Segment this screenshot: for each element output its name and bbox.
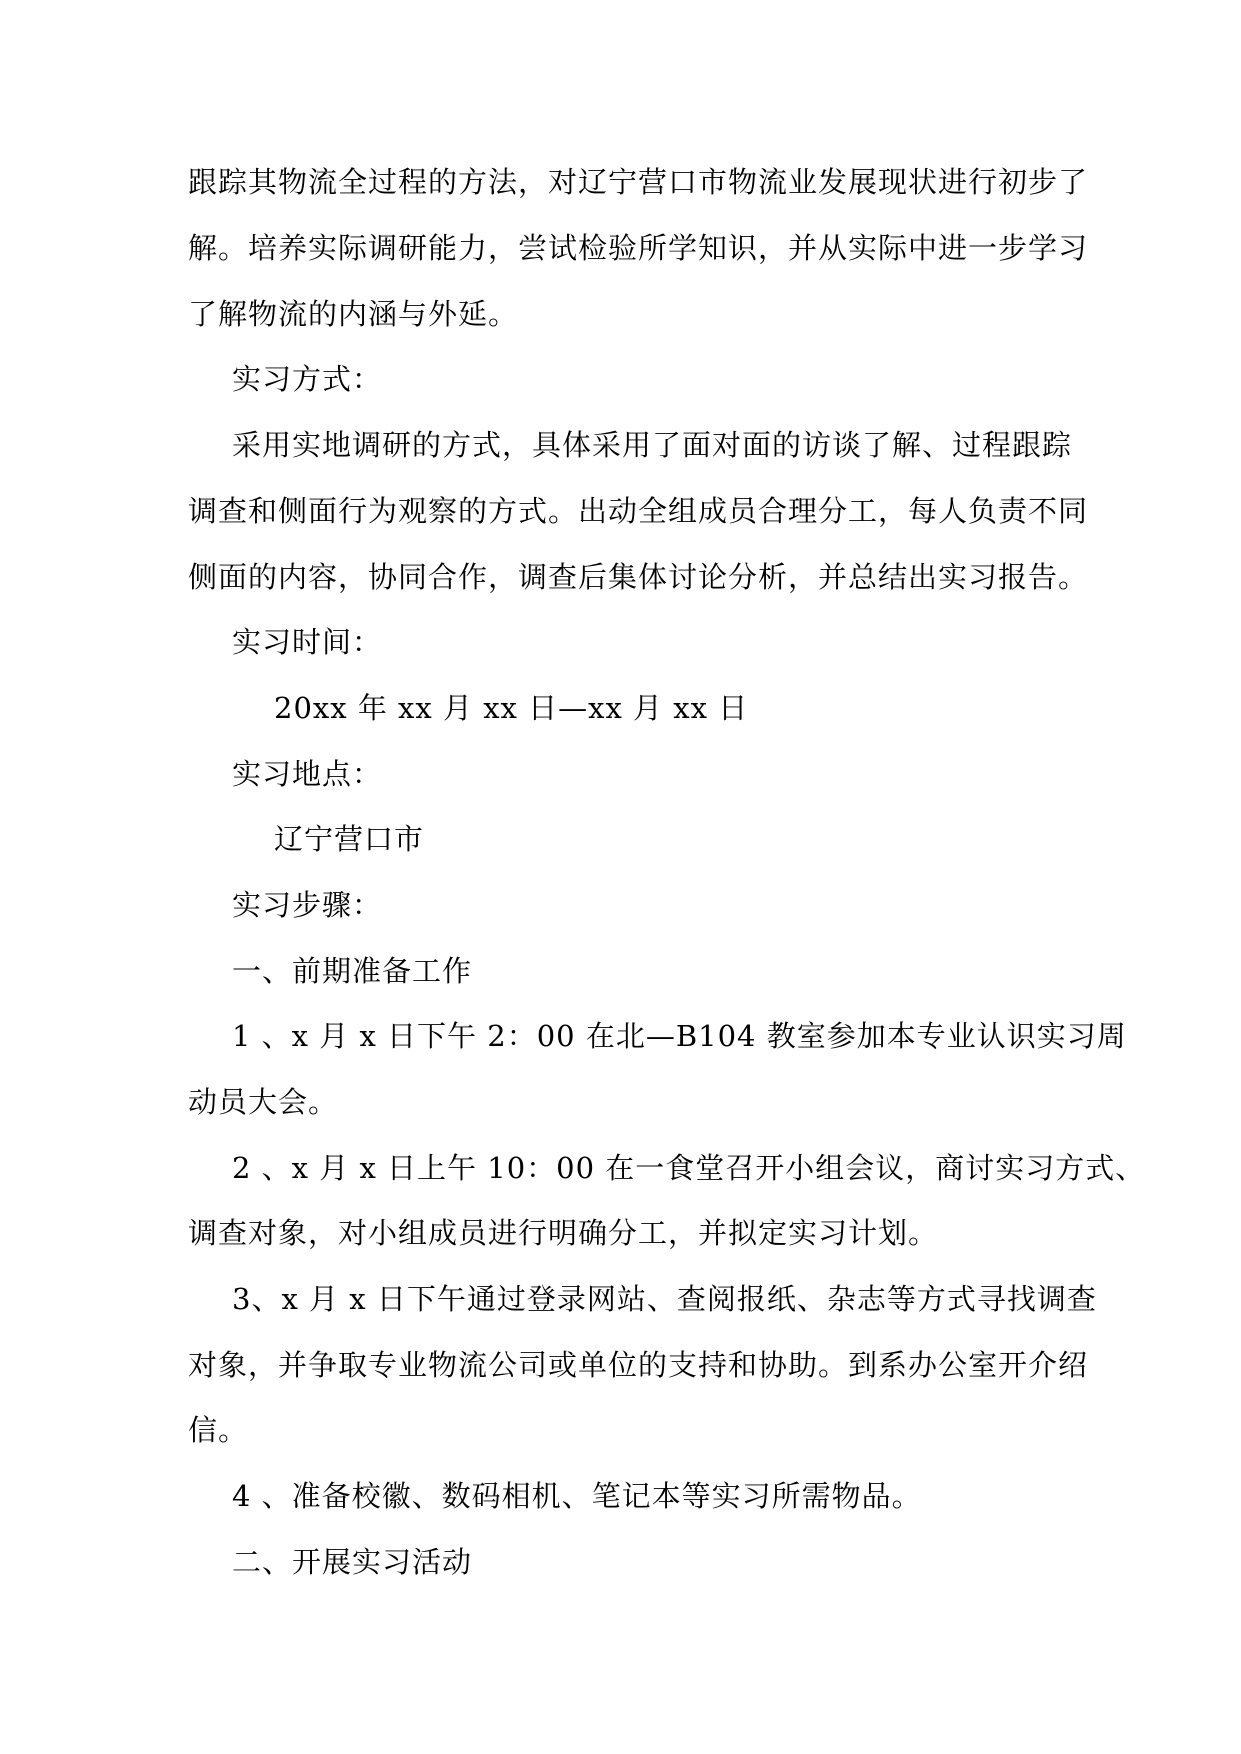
section-heading: 实习步骤： (232, 888, 383, 922)
paragraph-line: 信。 (188, 1413, 249, 1447)
paragraph-line: 调查和侧面行为观察的方式。出动全组成员合理分工，每人负责不同 (188, 494, 1089, 528)
date-range: 20xx 年 xx 月 xx 日—xx 月 xx 日 (274, 691, 749, 725)
list-item: 2 、x 月 x 日上午 10：00 在一食堂召开小组会议，商讨实习方式、 (232, 1151, 1146, 1185)
location-value: 辽宁营口市 (274, 822, 425, 856)
section-heading: 实习时间： (232, 625, 383, 659)
section-heading: 实习地点： (232, 757, 383, 791)
subsection-heading: 二、开展实习活动 (232, 1545, 473, 1579)
paragraph-line: 对象，并争取专业物流公司或单位的支持和协助。到系办公室开介绍 (188, 1348, 1089, 1382)
list-item: 3、x 月 x 日下午通过登录网站、查阅报纸、杂志等方式寻找调查 (232, 1282, 1097, 1316)
paragraph-line: 动员大会。 (188, 1085, 339, 1119)
paragraph-line: 调查对象，对小组成员进行明确分工，并拟定实习计划。 (188, 1216, 939, 1250)
paragraph-line: 跟踪其物流全过程的方法，对辽宁营口市物流业发展现状进行初步了 (188, 165, 1089, 199)
list-item: 1 、x 月 x 日下午 2：00 在北—B104 教室参加本专业认识实习周 (232, 1019, 1127, 1053)
section-heading: 实习方式： (232, 362, 383, 396)
paragraph-line: 侧面的内容，协同合作，调查后集体讨论分析，并总结出实习报告。 (188, 560, 1089, 594)
paragraph-line: 了解物流的内涵与外延。 (188, 297, 519, 331)
subsection-heading: 一、前期准备工作 (232, 954, 473, 988)
paragraph-line: 采用实地调研的方式，具体采用了面对面的访谈了解、过程跟踪 (232, 428, 1073, 462)
list-item: 4 、准备校徽、数码相机、笔记本等实习所需物品。 (232, 1479, 922, 1513)
paragraph-line: 解。培养实际调研能力，尝试检验所学知识，并从实际中进一步学习 (188, 231, 1089, 265)
